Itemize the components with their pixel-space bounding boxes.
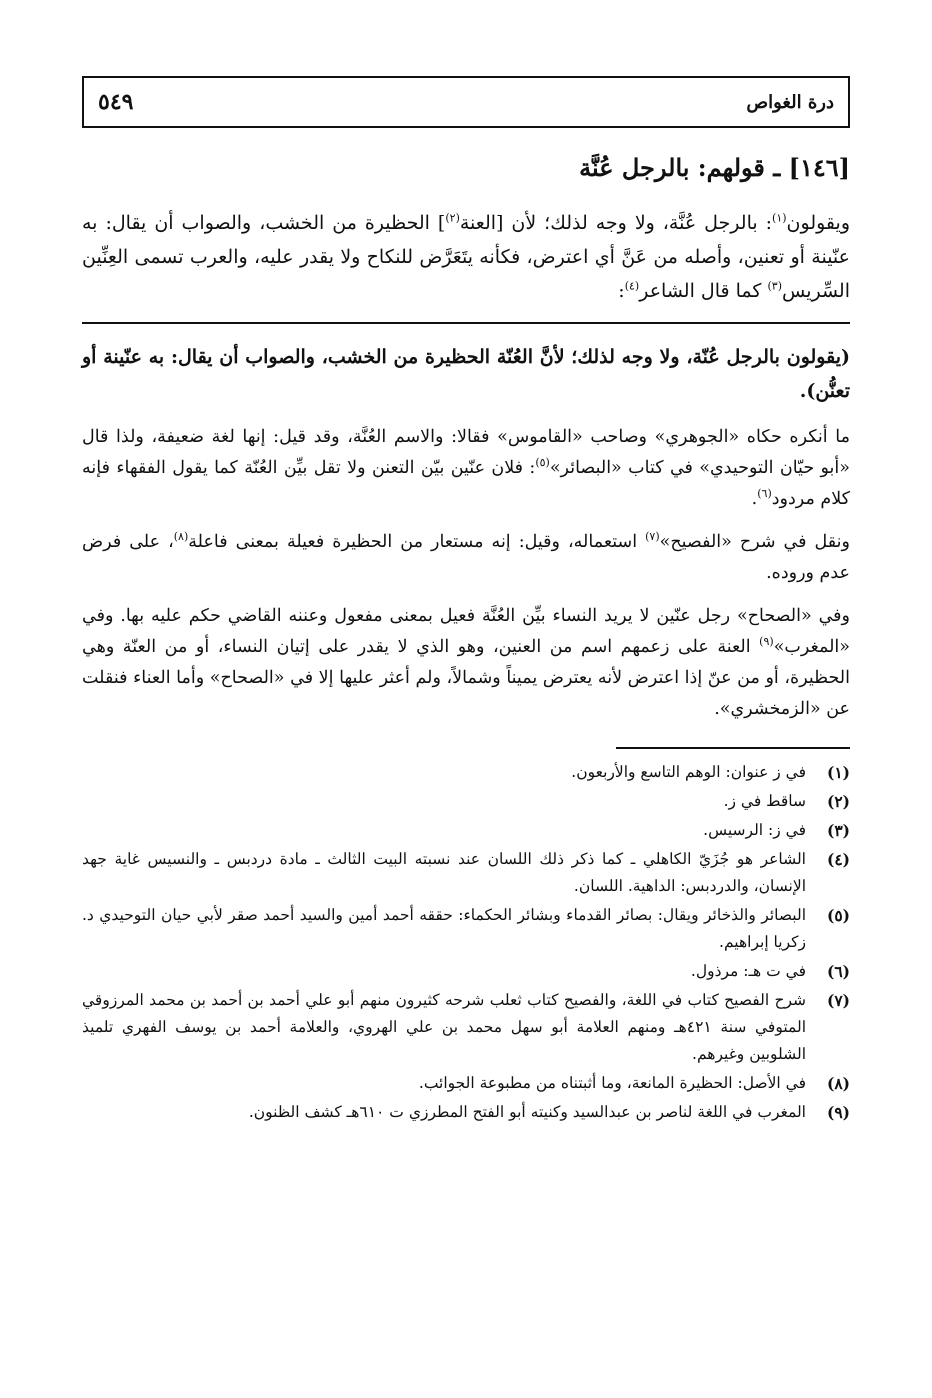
running-title: درة الغواص: [746, 91, 834, 113]
footnote-ref-3: (٣): [767, 279, 782, 293]
footnote-text: ساقط في ز.: [723, 792, 806, 810]
footnote-text: شرح الفصيح كتاب في اللغة، والفصيح كتاب ثعلب شرحه كثيرون منهم أبو علي أحمد بن أحمد بن محمد المرزوقي المتوفي سنة ٤٢١هـ ومنهم العلامة أبو سهل محمد بن علي الهروي، والعلامة أحمد بن يوسف الفهري تلميذ الشلوبين وغيرهم.: [82, 991, 806, 1063]
commentary-paragraph-2: [82, 527, 850, 589]
section-divider: [82, 322, 850, 324]
footnote-number: (٨): [826, 1074, 850, 1093]
footnote: [82, 788, 850, 815]
commentary-2-text-1: ونقل في شرح «الفصيح»: [659, 532, 850, 552]
footnotes-list: [82, 759, 850, 1126]
commentary-1-text-3: .: [751, 489, 758, 509]
footnote-text: البصائر والذخائر ويقال: بصائر القدماء وبشائر الحكماء: حققه أحمد أمين والسيد أحمد صقر لأبي حيان التوحيدي د. زكريا إبراهيم.: [82, 906, 806, 951]
commentary-2-text-2: استعماله، وقيل: إنه مستعار من الحظيرة فعيلة بمعنى فاعلة: [188, 532, 646, 552]
footnote-number: (٢): [826, 792, 850, 811]
footnote: [82, 846, 850, 900]
footnote-ref-6: (٦): [757, 487, 772, 501]
footnote-number: (٧): [826, 991, 850, 1010]
footnote-number: (١): [826, 763, 850, 782]
footnote-text: في ز عنوان: الوهم التاسع والأربعون.: [571, 763, 806, 781]
commentary-3-text-1: وفي «الصحاح» رجل عنّين لا يريد النساء بيِّن العُنَّة فعيل بمعنى مفعول وعننه القاضي حكم عليه بها. وفي «المغرب»: [82, 606, 850, 657]
commentary-2-text-3: ، على فرض عدم وروده.: [82, 532, 850, 583]
footnote-text: في ز: الرسيس.: [703, 821, 806, 839]
intro-text-3: ] الحظيرة من الخشب، والصواب أن يقال: به عنّينة أو تعنين، وأصله من عَنَّ أي اعترض، فكأنه يتَعَرَّض للنكاح ولا يقدر عليه، والعرب تسمى العِنِّين السِّريس: [82, 212, 850, 302]
intro-text-4: كما قال الشاعر: [639, 280, 768, 302]
commentary-1-text-1: ما أنكره حكاه «الجوهري» وصاحب «القاموس» فقالا: والاسم العُنَّة، وقد قيل: إنها لغة ضعيفة، ولذا قال «أبو حيّان التوحيدي» في كتاب «البصائر»: [82, 427, 850, 478]
footnote: [82, 1099, 850, 1126]
footnote-divider: [616, 747, 850, 749]
intro-paragraph: [82, 206, 850, 308]
commentary-1-text-2: : فلان عنّين بيّن التعنن ولا تقل بيِّن العُنّة كما يقول الفقهاء فإنه كلام مردود: [82, 458, 850, 509]
footnote-ref-8: (٨): [173, 530, 189, 544]
footnote-ref-4: (٤): [624, 279, 640, 293]
restated-text: (يقولون بالرجل عُنّة، ولا وجه لذلك؛ لأنَّ العُنّة الحظيرة من الخشب، والصواب أن يقال: به عنّينة أو تعنُّن).: [82, 346, 850, 402]
footnote: [82, 902, 850, 956]
commentary-paragraph-1: [82, 422, 850, 515]
footnote: [82, 987, 850, 1068]
footnote-number: (٥): [826, 906, 850, 925]
book-page: [82, 76, 850, 1128]
intro-text-5: :: [618, 280, 625, 302]
footnote-number: (٤): [826, 850, 850, 869]
footnote-text: المغرب في اللغة لناصر بن عبدالسيد وكنيته أبو الفتح المطرزي ت ٦١٠هـ كشف الظنون.: [248, 1103, 806, 1121]
footnote-text: في ت هـ: مرذول.: [690, 962, 806, 980]
footnote-number: (٦): [826, 962, 850, 981]
footnote-text: الشاعر هو جُزَيّ الكاهلي ـ كما ذكر ذلك اللسان عند نسبته البيت الثالث ـ مادة دردبس ـ والنسيس غاية جهد الإنسان، والدردبس: الداهية. اللسان.: [82, 850, 806, 895]
running-header: [82, 76, 850, 128]
footnote: [82, 958, 850, 985]
section-heading: [١٤٦] ـ قولهم: بالرجل عُنَّة: [579, 153, 850, 182]
footnote-ref-7: (٧): [645, 530, 660, 544]
intro-text-1: ويقولون: [786, 212, 850, 234]
footnote: [82, 817, 850, 844]
footnote-ref-1: (١): [772, 211, 787, 225]
footnote-ref-2: (٢): [445, 211, 460, 225]
page-number: ٥٤٩: [98, 89, 134, 115]
footnote: [82, 759, 850, 786]
footnote: [82, 1070, 850, 1097]
footnote-ref-9: (٩): [759, 635, 774, 649]
footnote-number: (٩): [826, 1103, 850, 1122]
footnote-ref-5: (٥): [535, 456, 550, 470]
footnote-text: في الأصل: الحظيرة المانعة، وما أثبتناه من مطبوعة الجوائب.: [418, 1074, 806, 1092]
intro-text-2: : بالرجل عُنَّة، ولا وجه لذلك؛ لأن [العنة: [459, 212, 773, 234]
footnote-number: (٣): [826, 821, 850, 840]
commentary-paragraph-3: [82, 601, 850, 725]
commentary-3-text-2: العنة على زعمهم اسم من العنين، وهو الذي لا يقدر على إتيان النساء، أو من العنّة وهي الحظيرة، أو من عنّ إذا اعترض لأنه يعترض يميناً وشمالاً، ولم أعثر عليها إلا في «الصحاح» وأما العناء فنقلت عن «الزمخشري».: [82, 637, 850, 719]
